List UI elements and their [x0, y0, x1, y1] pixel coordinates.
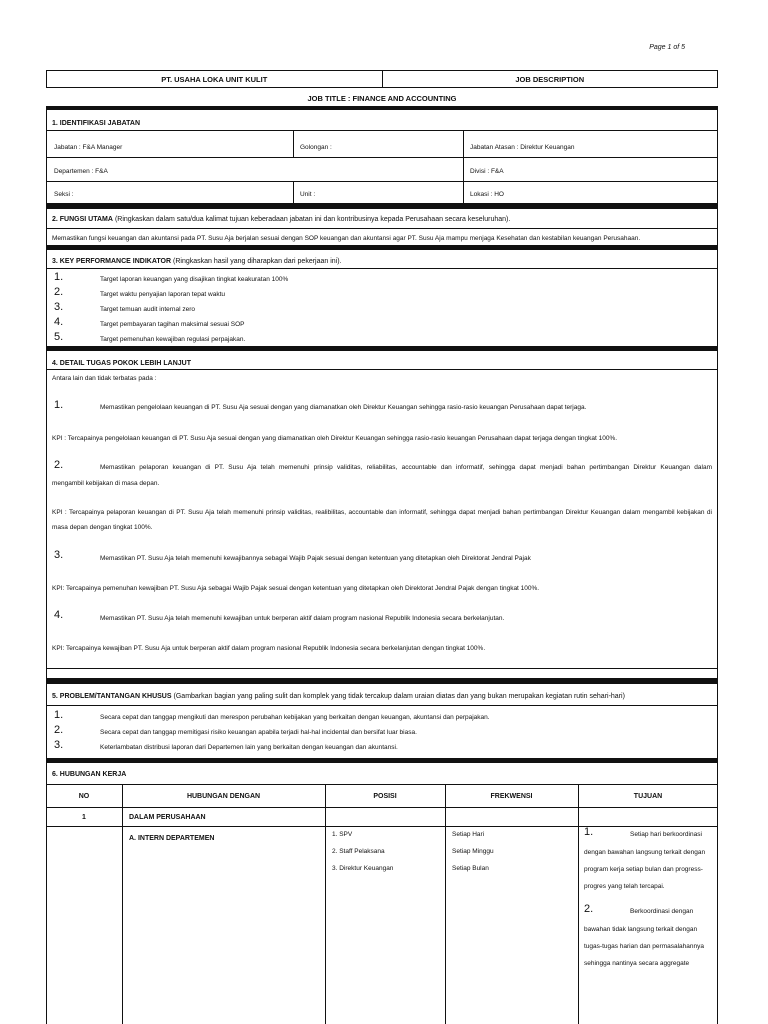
posisi-item: 3. Direktur Keuangan	[332, 865, 394, 872]
divider	[46, 228, 718, 229]
divider	[578, 784, 579, 1024]
section-3-title	[46, 254, 718, 268]
job-title: JOB TITLE : FINANCE AND ACCOUNTING	[307, 94, 457, 103]
task-number: 2.	[54, 459, 64, 471]
section-6-title: 6. HUBUNGAN KERJA	[52, 770, 127, 778]
section-5-label: 5. PROBLEM/TANTANGAN KHUSUS	[52, 692, 172, 700]
section-divider	[46, 203, 718, 209]
divider	[46, 807, 718, 808]
tujuan-text: program kerja setiap bulan dan progress-	[584, 866, 703, 873]
posisi-item: 1. SPV	[332, 831, 353, 838]
divider	[293, 130, 294, 157]
divider	[46, 369, 718, 370]
atasan-field: Jabatan Atasan : Direktur Keuangan	[470, 144, 575, 151]
kpi-item: Target temuan audit internal zero	[100, 306, 196, 313]
tujuan-number: 2.	[584, 903, 594, 915]
kpi-item: Target pemenuhan kewajiban regulasi perpajakan.	[100, 336, 246, 343]
tujuan-text: dengan bawahan langsung terkait dengan	[584, 849, 706, 856]
column-header-hubungan: HUBUNGAN DENGAN	[186, 793, 261, 800]
column-header-no: NO	[78, 793, 90, 800]
row-number: 1	[82, 814, 86, 821]
tujuan-text: bawahan tidak langsung terkait dengan	[584, 926, 698, 933]
section-4-title: 4. DETAIL TUGAS POKOK LEBIH LANJUT	[52, 359, 191, 367]
departemen-field: Departemen : F&A	[54, 168, 108, 175]
task-text: Memastikan pelaporan keuangan di PT. Susu Aja telah memenuhi prinsip validitas, reliabilitas, accountable dan informatif, sehingga dapat menjadi bahan pertimbangan Direktur Keuangan dalam	[100, 464, 712, 471]
tujuan-text: tugas-tugas harian dan permasalahannya	[584, 943, 704, 950]
divider	[46, 268, 718, 269]
column-header-posisi: POSISI	[373, 793, 397, 800]
section-5-title	[46, 689, 718, 703]
company-name: PT. USAHA LOKA UNIT KULIT	[47, 71, 383, 87]
section-1-title: 1. IDENTIFIKASI JABATAN	[52, 119, 141, 127]
problem-item: Secara cepat dan tanggap memitigasi risiko keuangan apabila terjadi hal-hal incidental dan bersifat luar biasa.	[100, 729, 417, 736]
tujuan-number: 1.	[584, 826, 594, 838]
section-divider	[46, 346, 718, 351]
task-text-continued: mengambil kebijakan di masa depan.	[52, 480, 160, 487]
task-number: 3.	[54, 549, 64, 561]
section-5-note: (Gambarkan bagian yang paling sulit dan komplek yang tidak tercakup dalam uraian diatas dan yang bukan merupakan kegiatan rutin sehari-hari)	[173, 692, 625, 700]
problem-number: 3.	[54, 739, 64, 751]
divider	[445, 784, 446, 1024]
kpi-item: Target laporan keuangan yang disajikan tingkat keakuratan 100%	[100, 276, 289, 283]
problem-number: 1.	[54, 709, 64, 721]
frekwensi-item: Setiap Minggu	[452, 848, 494, 855]
kpi-number: 5.	[54, 331, 64, 343]
row-label: DALAM PERUSAHAAN	[129, 814, 206, 821]
column-header-tujuan: TUJUAN	[633, 793, 663, 800]
kpi-number: 4.	[54, 316, 64, 328]
section-2-title	[46, 212, 718, 226]
divider	[46, 181, 718, 182]
unit-field: Unit :	[300, 191, 316, 198]
divider	[46, 784, 718, 785]
divider	[46, 826, 718, 827]
frekwensi-item: Setiap Bulan	[452, 865, 489, 872]
document-type: JOB DESCRIPTION	[515, 74, 585, 84]
task-text: Memastikan PT. Susu Aja telah memenuhi kewajibannya sebagai Wajib Pajak sesuai dengan ketentuan yang ditetapkan oleh Direktorat Jendral Pajak	[100, 555, 531, 562]
divisi-field: Divisi : F&A	[470, 168, 504, 175]
jabatan-field: Jabatan : F&A Manager	[54, 144, 123, 151]
tujuan-text: sehingga nantinya secara aggregate	[584, 960, 690, 967]
document-header	[46, 70, 718, 88]
kpi-item: Target waktu penyajian laporan tepat waktu	[100, 291, 226, 298]
task-kpi: KPI: Tercapainya pemenuhan kewajiban PT. Susu Aja sebagai Wajib Pajak sesuai dengan ketentuan yang ditetapkan oleh Direktorat Jendral Pajak dengan tingkat 100%.	[52, 585, 540, 592]
frekwensi-item: Setiap Hari	[452, 831, 485, 838]
section-divider	[46, 758, 718, 763]
divider	[122, 784, 123, 1024]
divider	[46, 705, 718, 706]
problem-item: Keterlambatan distribusi laporan dari Departemen lain yang berkaitan dengan keuangan dan akuntansi.	[100, 744, 398, 751]
section-divider	[46, 245, 718, 250]
kpi-number: 3.	[54, 301, 64, 313]
section-2-label: 2. FUNGSI UTAMA	[52, 215, 113, 223]
kpi-number: 1.	[54, 271, 64, 283]
problem-item: Secara cepat dan tanggap mengikuti dan merespon perubahan kebijakan yang berkaitan dengan keuangan, akuntansi dan perpajakan.	[100, 714, 490, 721]
section-4-intro: Antara lain dan tidak terbatas pada :	[52, 375, 157, 382]
kpi-item: Target pembayaran tagihan maksimal sesuai SOP	[100, 321, 245, 328]
divider	[46, 157, 718, 158]
problem-number: 2.	[54, 724, 64, 736]
task-kpi: KPI : Tercapainya pengelolaan keuangan di PT. Susu Aja sesuai dengan yang diamanatkan oleh Direktur Keuangan sehingga rasio-rasio keuangan Perusahaan dapat terjaga dengan tingkat 100%.	[52, 435, 618, 442]
task-text: Memastikan PT. Susu Aja telah memenuhi kewajiban untuk berperan aktif dalam program nasional Republik Indonesia secara berkelanjutan.	[100, 615, 505, 622]
tujuan-text: progres yang telah tercapai.	[584, 883, 665, 890]
column-header-frekwensi: FREKWENSI	[490, 793, 533, 800]
golongan-field: Golongan :	[300, 144, 332, 151]
divider	[463, 130, 464, 206]
section-3-note: (Ringkaskan hasil yang diharapkan dari pekerjaan ini).	[173, 257, 342, 265]
task-kpi: KPI : Tercapainya pelaporan keuangan di PT. Susu Aja telah memenuhi prinsip validitas, realibilitas, accountable dan informatif, sehingga dapat menjadi bahan pertimbangan Direktur Keuangan dalam mengambil kebijakan di masa depan dengan tingkat 100%.	[52, 509, 712, 531]
section-divider	[46, 678, 718, 684]
tujuan-text: Berkoordinasi dengan	[630, 908, 694, 915]
section-divider	[46, 106, 718, 110]
tujuan-text: Setiap hari berkoordinasi	[630, 831, 702, 838]
seksi-field: Seksi :	[54, 191, 74, 198]
posisi-item: 2. Staff Pelaksana	[332, 848, 385, 855]
sub-row-label: A. INTERN DEPARTEMEN	[129, 835, 215, 842]
fungsi-utama-text: Memastikan fungsi keuangan dan akuntansi pada PT. Susu Aja berjalan sesuai dengan SOP keuangan dan akuntansi agar PT. Susu Aja mampu menjaga Kesehatan dan kestabilan keuangan Perusahaan.	[52, 235, 641, 242]
task-text: Memastikan pengelolaan keuangan di PT. Susu Aja sesuai dengan yang diamanatkan oleh Direktur Keuangan sehingga rasio-rasio keuangan Perusahaan dapat terjaga.	[100, 404, 587, 411]
task-number: 1.	[54, 399, 64, 411]
page-number: Page 1 of 5	[649, 44, 685, 51]
divider	[46, 668, 718, 669]
task-kpi: KPI: Tercapainya kewajiban PT. Susu Aja untuk berperan aktif dalam program nasional Republik Indonesia secara berkelanjutan dengan tingkat 100%.	[52, 645, 486, 652]
divider	[325, 784, 326, 1024]
task-number: 4.	[54, 609, 64, 621]
section-2-note: (Ringkaskan dalam satu/dua kalimat tujuan keberadaan jabatan ini dan kontribusinya kepada Perusahaan secara keseluruhan).	[114, 215, 511, 223]
divider	[46, 130, 718, 131]
section-3-label: 3. KEY PERFORMANCE INDIKATOR	[52, 257, 172, 265]
lokasi-field: Lokasi : HO	[470, 191, 504, 198]
kpi-number: 2.	[54, 286, 64, 298]
